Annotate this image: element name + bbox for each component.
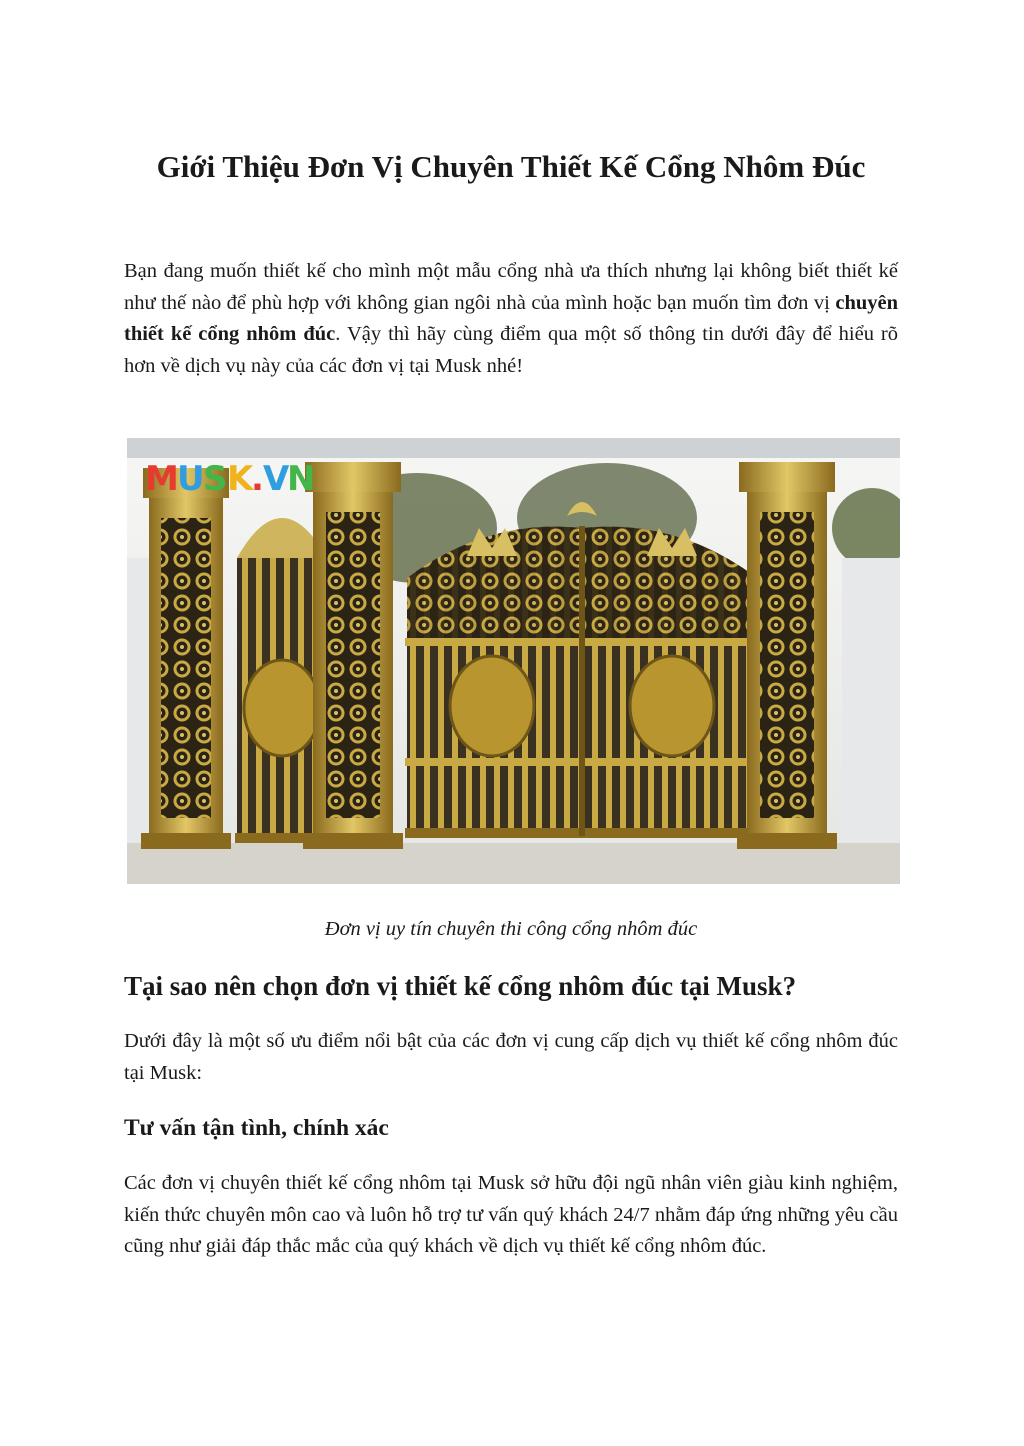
svg-text:K: K [227, 459, 254, 499]
wall-left [127, 558, 151, 848]
wall-right [842, 558, 900, 848]
svg-text:M: M [145, 459, 179, 499]
side-gate-emblem [244, 660, 320, 756]
svg-text:U: U [177, 459, 205, 499]
ground [127, 843, 900, 884]
intro-keyword-link[interactable]: chuyên thiết kế cổng nhôm đúc [124, 291, 898, 345]
subheading-consult: Tư vấn tận tình, chính xác [124, 1115, 389, 1141]
svg-text:N: N [287, 459, 316, 499]
main-gate-left-emblem [450, 656, 534, 756]
intro-paragraph [124, 256, 898, 382]
main-gate-right-emblem [630, 656, 714, 756]
pillar-1 [141, 468, 231, 849]
pillar-2 [303, 462, 403, 849]
consult-paragraph: Các đơn vị chuyên thiết kế cổng nhôm tại Musk sở hữu đội ngũ nhân viên giàu kinh nghiệm, kiến thức chuyên môn cao và luôn hỗ trợ tư vấn quý khách 24/7 nhằm đáp ứng những yêu cầu cũng như giải đáp thắc mắc của quý khách về dịch vụ thiết kế cổng nhôm đúc. [124, 1172, 898, 1257]
roof-edge [127, 438, 900, 458]
svg-text:.: . [251, 459, 264, 499]
intro-text-end: . Vậy thì hãy cùng điểm qua một số thông tin dưới đây để hiểu rõ hơn về dịch vụ này của các đơn vị tại Musk nhé! [124, 323, 898, 377]
gate-photo [127, 438, 900, 884]
gate-illustration [127, 438, 900, 884]
musk-watermark [145, 459, 315, 499]
intro-text-start: Bạn đang muốn thiết kế cho mình một mẫu cổng nhà ưa thích nhưng lại không biết thiết kế như thế nào để phù hợp với không gian ngôi nhà của mình hoặc bạn muốn tìm đơn vị [124, 260, 898, 314]
svg-text:V: V [263, 459, 290, 499]
page-title: Giới Thiệu Đơn Vị Chuyên Thiết Kế Cổng Nhôm Đúc [156, 149, 866, 184]
section-heading-why: Tại sao nên chọn đơn vị thiết kế cổng nhôm đúc tại Musk? [124, 971, 797, 1001]
svg-text:S: S [203, 459, 228, 499]
main-gate-center-post [579, 526, 585, 836]
pillar-3 [737, 462, 837, 849]
figure-caption: Đơn vị uy tín chuyên thi công cổng nhôm đúc [324, 918, 698, 940]
section-why-paragraph: Dưới đây là một số ưu điểm nổi bật của các đơn vị cung cấp dịch vụ thiết kế cổng nhôm đúc tại Musk: [124, 1030, 898, 1084]
